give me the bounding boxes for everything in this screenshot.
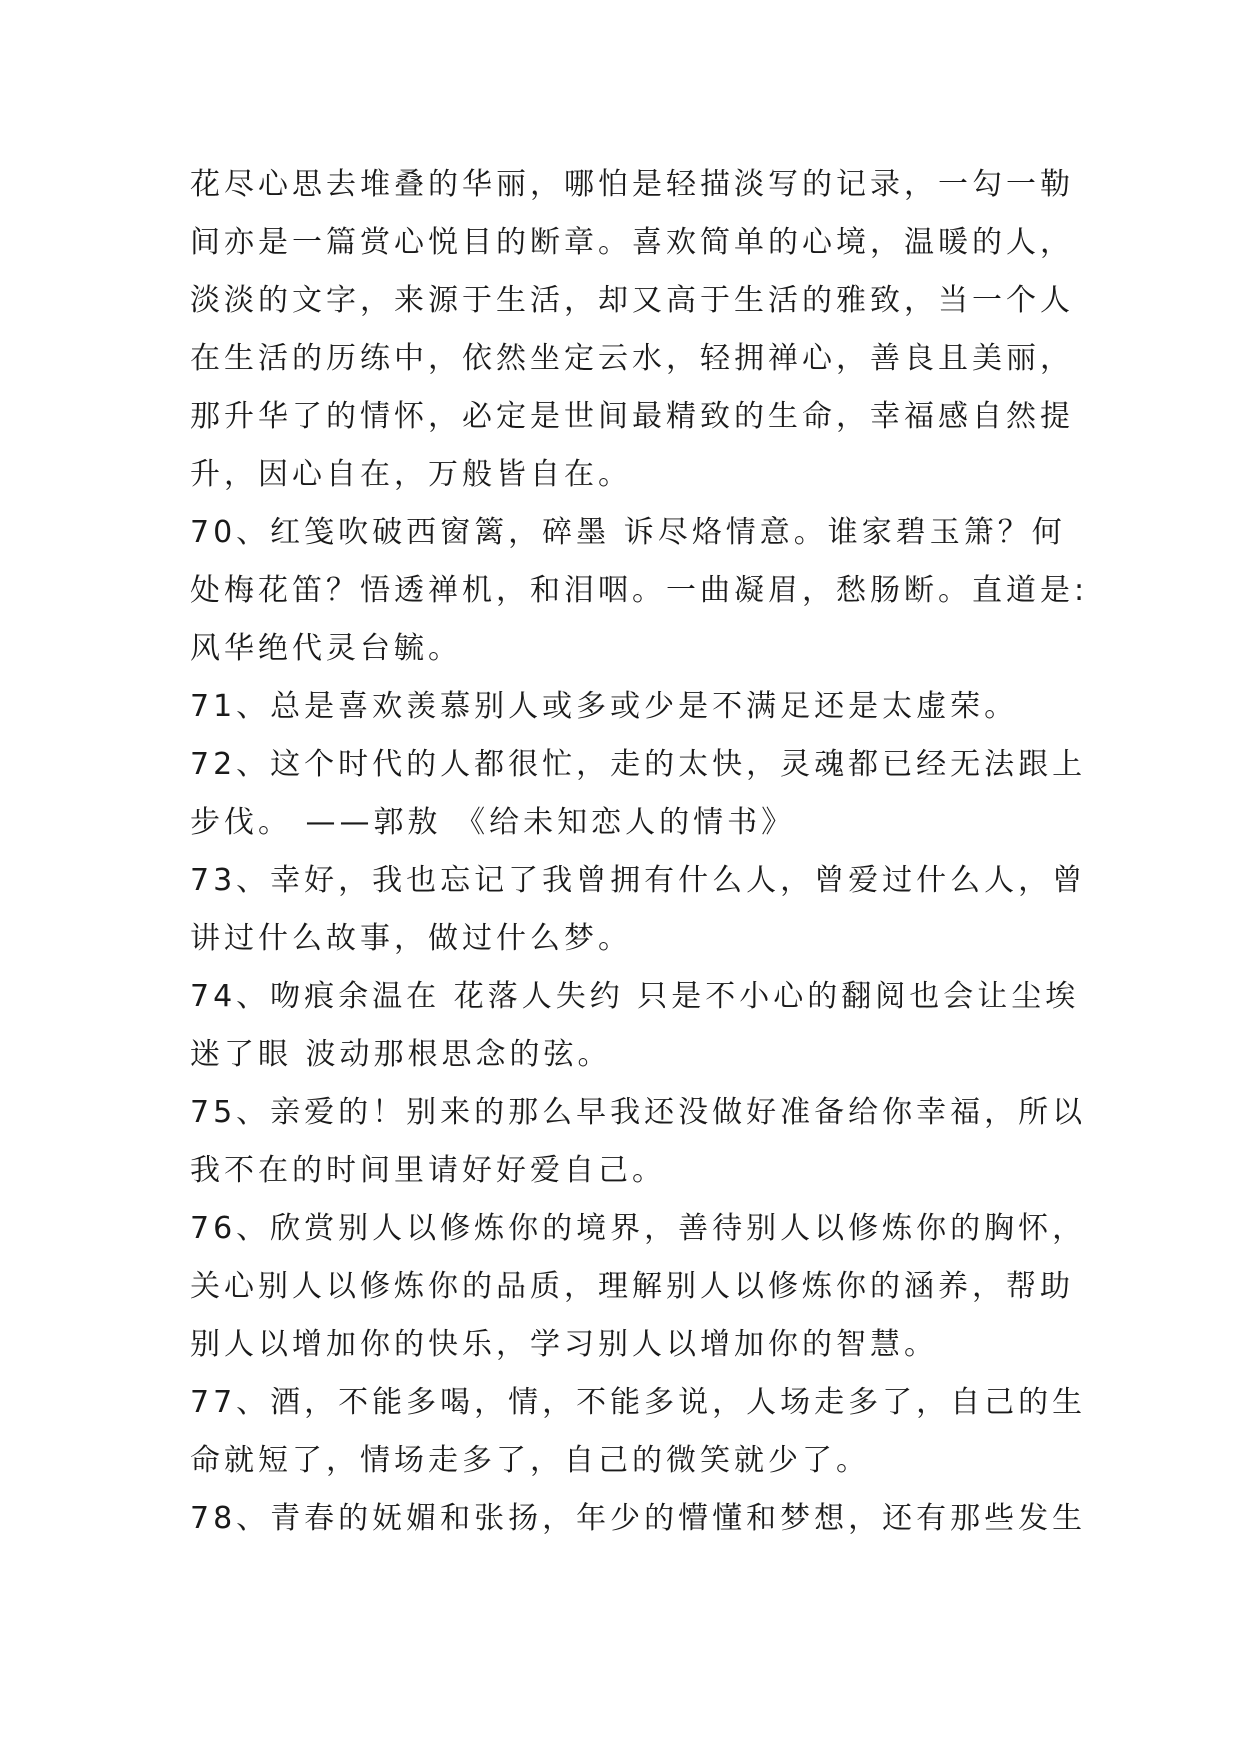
text-line: 命就短了，情场走多了，自己的微笑就少了。 [190,1443,870,1478]
text-line: 70、红笺吹破西窗篱，碎墨 诉尽烙情意。谁家碧玉箫？何 [190,515,1066,550]
text-line: 75、亲爱的！别来的那么早我还没做好准备给你幸福，所以 [190,1095,1087,1130]
text-line: 迷了眼 波动那根思念的弦。 [190,1037,612,1072]
text-line: 升，因心自在，万般皆自在。 [190,457,632,492]
body-text [190,156,1089,1548]
text-line: 72、这个时代的人都很忙，走的太快，灵魂都已经无法跟上 [190,747,1087,782]
text-line: 别人以增加你的快乐，学习别人以增加你的智慧。 [190,1327,938,1362]
text-line: 处梅花笛？悟透禅机，和泪咽。一曲凝眉，愁肠断。直道是: [190,573,1089,608]
text-line: 风华绝代灵台毓。 [190,631,462,666]
text-line: 花尽心思去堆叠的华丽，哪怕是轻描淡写的记录，一勾一勒 [190,167,1074,202]
text-line: 73、幸好，我也忘记了我曾拥有什么人，曾爱过什么人，曾 [190,863,1087,898]
text-line: 淡淡的文字，来源于生活，却又高于生活的雅致，当一个人 [190,283,1074,318]
text-line: 关心别人以修炼你的品质，理解别人以修炼你的涵养，帮助 [190,1269,1074,1304]
text-line: 74、吻痕余温在 花落人失约 只是不小心的翻阅也会让尘埃 [190,979,1080,1014]
text-line: 77、酒，不能多喝，情，不能多说，人场走多了，自己的生 [190,1385,1087,1420]
text-line: 那升华了的情怀，必定是世间最精致的生命，幸福感自然提 [190,399,1074,434]
text-line: 76、欣赏别人以修炼你的境界，善待别人以修炼你的胸怀， [190,1211,1087,1246]
text-line: 71、总是喜欢羡慕别人或多或少是不满足还是太虚荣。 [190,689,1019,724]
text-line: 间亦是一篇赏心悦目的断章。喜欢简单的心境，温暖的人， [190,225,1074,260]
text-line: 讲过什么故事，做过什么梦。 [190,921,632,956]
text-line: 步伐。 ——郭敖 《给未知恋人的情书》 [190,805,796,840]
text-line: 在生活的历练中，依然坐定云水，轻拥禅心，善良且美丽， [190,341,1074,376]
text-line: 78、青春的妩媚和张扬，年少的懵懂和梦想，还有那些发生 [190,1501,1087,1536]
text-line: 我不在的时间里请好好爱自己。 [190,1153,666,1188]
